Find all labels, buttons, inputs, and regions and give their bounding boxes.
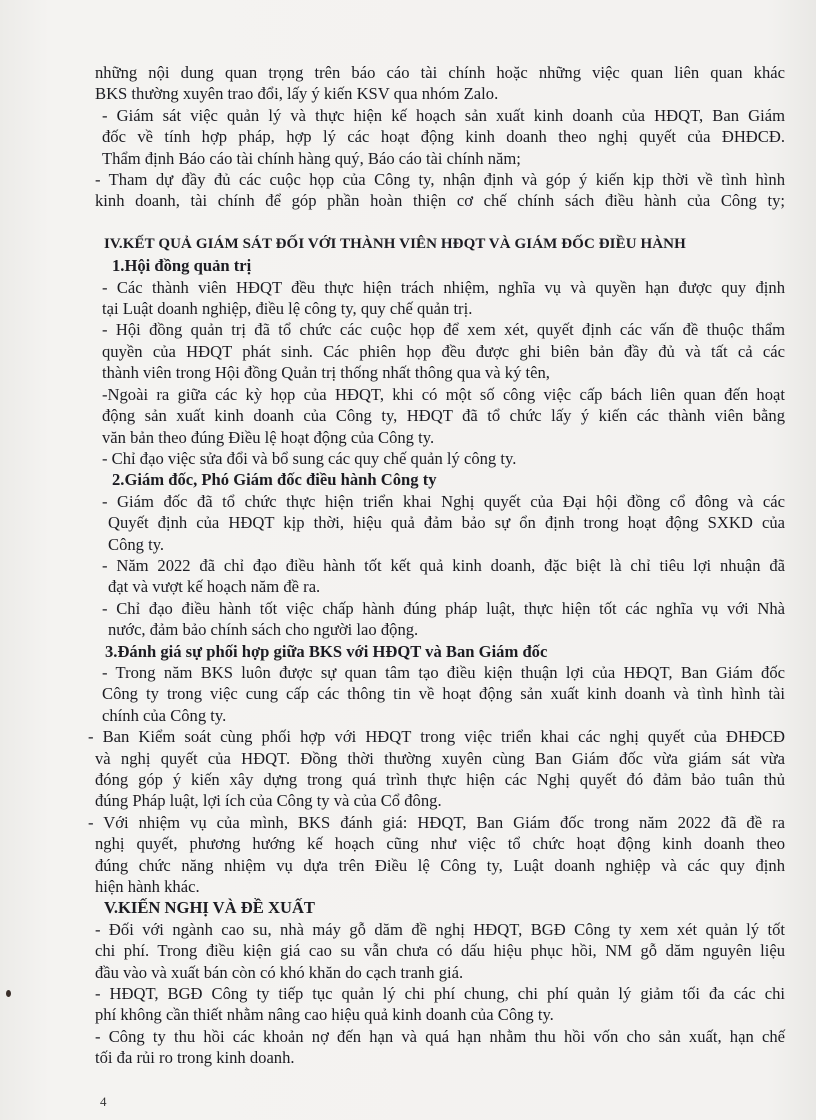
text-line: văn bản theo đúng Điều lệ hoạt động của Công ty. [102,427,435,447]
text-line: đốc về tính hợp pháp, hợp lý các hoạt động kinh doanh theo nghị quyết của ĐHĐCĐ. [102,127,785,147]
subsection-heading-1: 1.Hội đồng quản trị [112,256,252,276]
text-line: - Giám đốc đã tổ chức thực hiện triển khai Nghị quyết của Đại hội đồng cổ đông và các [102,491,785,511]
text-line: những nội dung quan trọng trên báo cáo tài chính hoặc những việc quan liên quan khác [95,63,785,82]
text-line: - Trong năm BKS luôn được sự quan tâm tạo điều kiện thuận lợi của HĐQT, Ban Giám đốc [102,662,785,682]
section-heading-v: V.KIẾN NGHỊ VÀ ĐỀ XUẤT [104,898,315,918]
ink-speck [6,990,11,997]
text-line: chi phí. Trong điều kiện giá cao su vẫn chưa có dấu hiệu phục hồi, NM gỗ dăm nguyên liệu [95,941,785,961]
text-line: nước, đảm bảo chính sách cho người lao động. [108,620,419,640]
text-line: đóng góp ý kiến xây dựng trong quá trình thực hiện các Nghị quyết đó đảm bảo tuân thủ [95,770,785,789]
document-body [88,62,785,1069]
text-line: - Với nhiệm vụ của mình, BKS đánh giá: HĐQT, Ban Giám đốc trong năm 2022 đã đề ra [88,812,785,832]
text-line: phí không cần thiết nhằm nâng cao hiệu quả kinh doanh của Công ty. [95,1005,554,1025]
section-heading-iv: IV.KẾT QUẢ GIÁM SÁT ĐỐI VỚI THÀNH VIÊN HĐQT VÀ GIÁM ĐỐC ĐIỀU HÀNH [104,235,686,252]
text-line: Quyết định của HĐQT kịp thời, hiệu quả đảm bảo sự ổn định trong hoạt động SXKD của [108,513,785,533]
text-line: - Công ty thu hồi các khoản nợ đến hạn và quá hạn nhằm thu hồi vốn cho sản xuất, hạn chế [95,1026,785,1046]
text-line: - Hội đồng quản trị đã tổ chức các cuộc họp để xem xét, quyết định các vấn đề thuộc thẩm [102,320,785,340]
spacer [95,212,785,234]
text-line: Công ty trong việc cung cấp các thông tin về hoạt động sản xuất kinh doanh và tình hình tài [102,684,785,704]
text-line: tại Luật doanh nghiệp, điều lệ công ty, quy chế quản trị. [102,299,473,319]
text-line: và nghị quyết của HĐQT. Đồng thời thường xuyên cùng Ban Giám đốc vừa giám sát vừa [95,748,785,768]
text-line: nghị quyết, phương hướng kế hoạch cũng như việc tổ chức hoạt động kinh doanh theo [95,834,785,854]
text-line: Công ty. [108,534,165,554]
text-line: thành viên trong Hội đồng Quản trị thống nhất thông qua và ký tên, [102,363,550,383]
text-line: -Ngoài ra giữa các kỳ họp của HĐQT, khi có một số công việc cấp bách liên quan đến hoạt [102,384,785,404]
text-line: - Năm 2022 đã chỉ đạo điều hành tốt kết quả kinh doanh, đặc biệt là chỉ tiêu lợi nhuận đã [102,555,785,575]
text-line: động sản xuất kinh doanh của Công ty, HĐQT đã tổ chức lấy ý kiến các thành viên bằng [102,406,785,426]
text-line: tối đa rủi ro trong kinh doanh. [95,1048,295,1068]
text-line: - Đối với ngành cao su, nhà máy gỗ dăm đề nghị HĐQT, BGĐ Công ty xem xét quản lý tốt [95,919,785,939]
text-line: - HĐQT, BGĐ Công ty tiếp tục quản lý chi phí chung, chi phí quản lý giảm tối đa các chi [95,984,785,1004]
text-line: đúng chức năng nhiệm vụ dựa trên Điều lệ Công ty, Luật doanh nghiệp và các quy định [95,855,785,875]
text-line: - Giám sát việc quản lý và thực hiện kế hoạch sản xuất kinh doanh của HĐQT, Ban Giám [102,105,785,125]
text-line: - Chỉ đạo việc sửa đổi và bổ sung các quy chế quản lý công ty. [102,448,517,468]
text-line: - Các thành viên HĐQT đều thực hiện trách nhiệm, nghĩa vụ và quyền hạn được quy định [102,277,785,297]
text-line: chính của Công ty. [102,705,227,725]
text-line: - Ban Kiểm soát cùng phối hợp với HĐQT trong việc triển khai các nghị quyết của ĐHĐCĐ [88,727,785,747]
text-line: BKS thường xuyên trao đổi, lấy ý kiến KSV qua nhóm Zalo. [95,84,499,104]
text-line: đúng Pháp luật, lợi ích của Công ty và của Cổ đông. [95,791,442,811]
text-line: đạt và vượt kế hoạch năm đề ra. [108,577,321,597]
text-line: quyền của HĐQT phát sinh. Các phiên họp đều được ghi biên bản đầy đủ và tất cả các [102,341,785,361]
text-line: - Chỉ đạo điều hành tốt việc chấp hành đúng pháp luật, thực hiện tốt các nghĩa vụ với Nhà [102,598,785,618]
text-line: đầu vào và xuất bán còn có khó khăn do cạch tranh giá. [95,962,464,982]
page-number: 4 [100,1094,107,1109]
text-line: kinh doanh, tài chính để góp phần hoàn thiện cơ chế chính sách điều hành của Công ty; [95,191,785,211]
text-line: - Tham dự đầy đủ các cuộc họp của Công ty, nhận định và góp ý kiến kịp thời về tình hình [95,170,785,190]
text-line: hiện hành khác. [95,877,200,897]
subsection-heading-2: 2.Giám đốc, Phó Giám đốc điều hành Công ty [112,470,437,490]
text-line: Thẩm định Báo cáo tài chính hàng quý, Báo cáo tài chính năm; [102,148,521,168]
subsection-heading-3: 3.Đánh giá sự phối hợp giữa BKS với HĐQT và Ban Giám đốc [105,641,548,661]
